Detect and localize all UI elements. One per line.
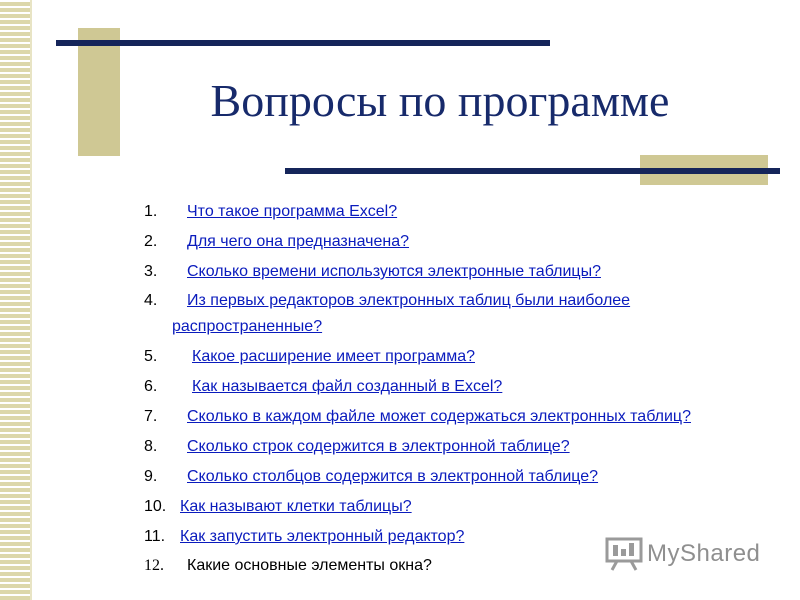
question-link-5[interactable]: Какое расширение имеет программа?	[192, 348, 475, 365]
question-number: 7.	[144, 408, 158, 425]
question-number: 3.	[144, 263, 158, 280]
question-link-4[interactable]: Из первых редакторов электронных таблиц были наиболее	[187, 292, 631, 309]
question-text-12: Какие основные элементы окна?	[187, 557, 432, 574]
question-link-1[interactable]: Что такое программа Excel?	[187, 203, 398, 220]
question-number: 12.	[144, 557, 164, 574]
question-link-11[interactable]: Как запустить электронный редактор?	[180, 528, 465, 545]
question-number: 8.	[144, 438, 158, 455]
presentation-board-icon	[605, 536, 643, 572]
question-link-2[interactable]: Для чего она предназначена?	[187, 233, 410, 250]
question-link-6[interactable]: Как называется файл созданный в Excel?	[192, 378, 503, 395]
watermark-text: MyShared	[647, 540, 761, 567]
question-link-8[interactable]: Сколько строк содержится в электронной таблице?	[187, 438, 570, 455]
question-link-4-continued[interactable]: распространенные?	[172, 318, 323, 335]
title-rule-bottom	[285, 168, 780, 174]
question-number: 4.	[144, 292, 158, 309]
accent-block-top	[78, 28, 120, 156]
question-number: 9.	[144, 468, 158, 485]
question-link-7[interactable]: Сколько в каждом файле может содержаться электронных таблиц?	[187, 408, 691, 425]
question-number: 1.	[144, 203, 158, 220]
title-rule-top	[56, 40, 550, 46]
question-number: 2.	[144, 233, 158, 250]
question-link-9[interactable]: Сколько столбцов содержится в электронной таблице?	[187, 468, 599, 485]
question-link-3[interactable]: Сколько времени используются электронные таблицы?	[187, 263, 601, 280]
question-number: 10.	[144, 498, 167, 515]
question-number: 11.	[144, 528, 166, 545]
left-stripe-decoration	[0, 0, 32, 600]
question-link-10[interactable]: Как называют клетки таблицы?	[180, 498, 412, 515]
page-title: Вопросы по программе	[210, 75, 670, 126]
question-number: 5.	[144, 348, 158, 365]
watermark	[605, 534, 760, 574]
question-number: 6.	[144, 378, 158, 395]
